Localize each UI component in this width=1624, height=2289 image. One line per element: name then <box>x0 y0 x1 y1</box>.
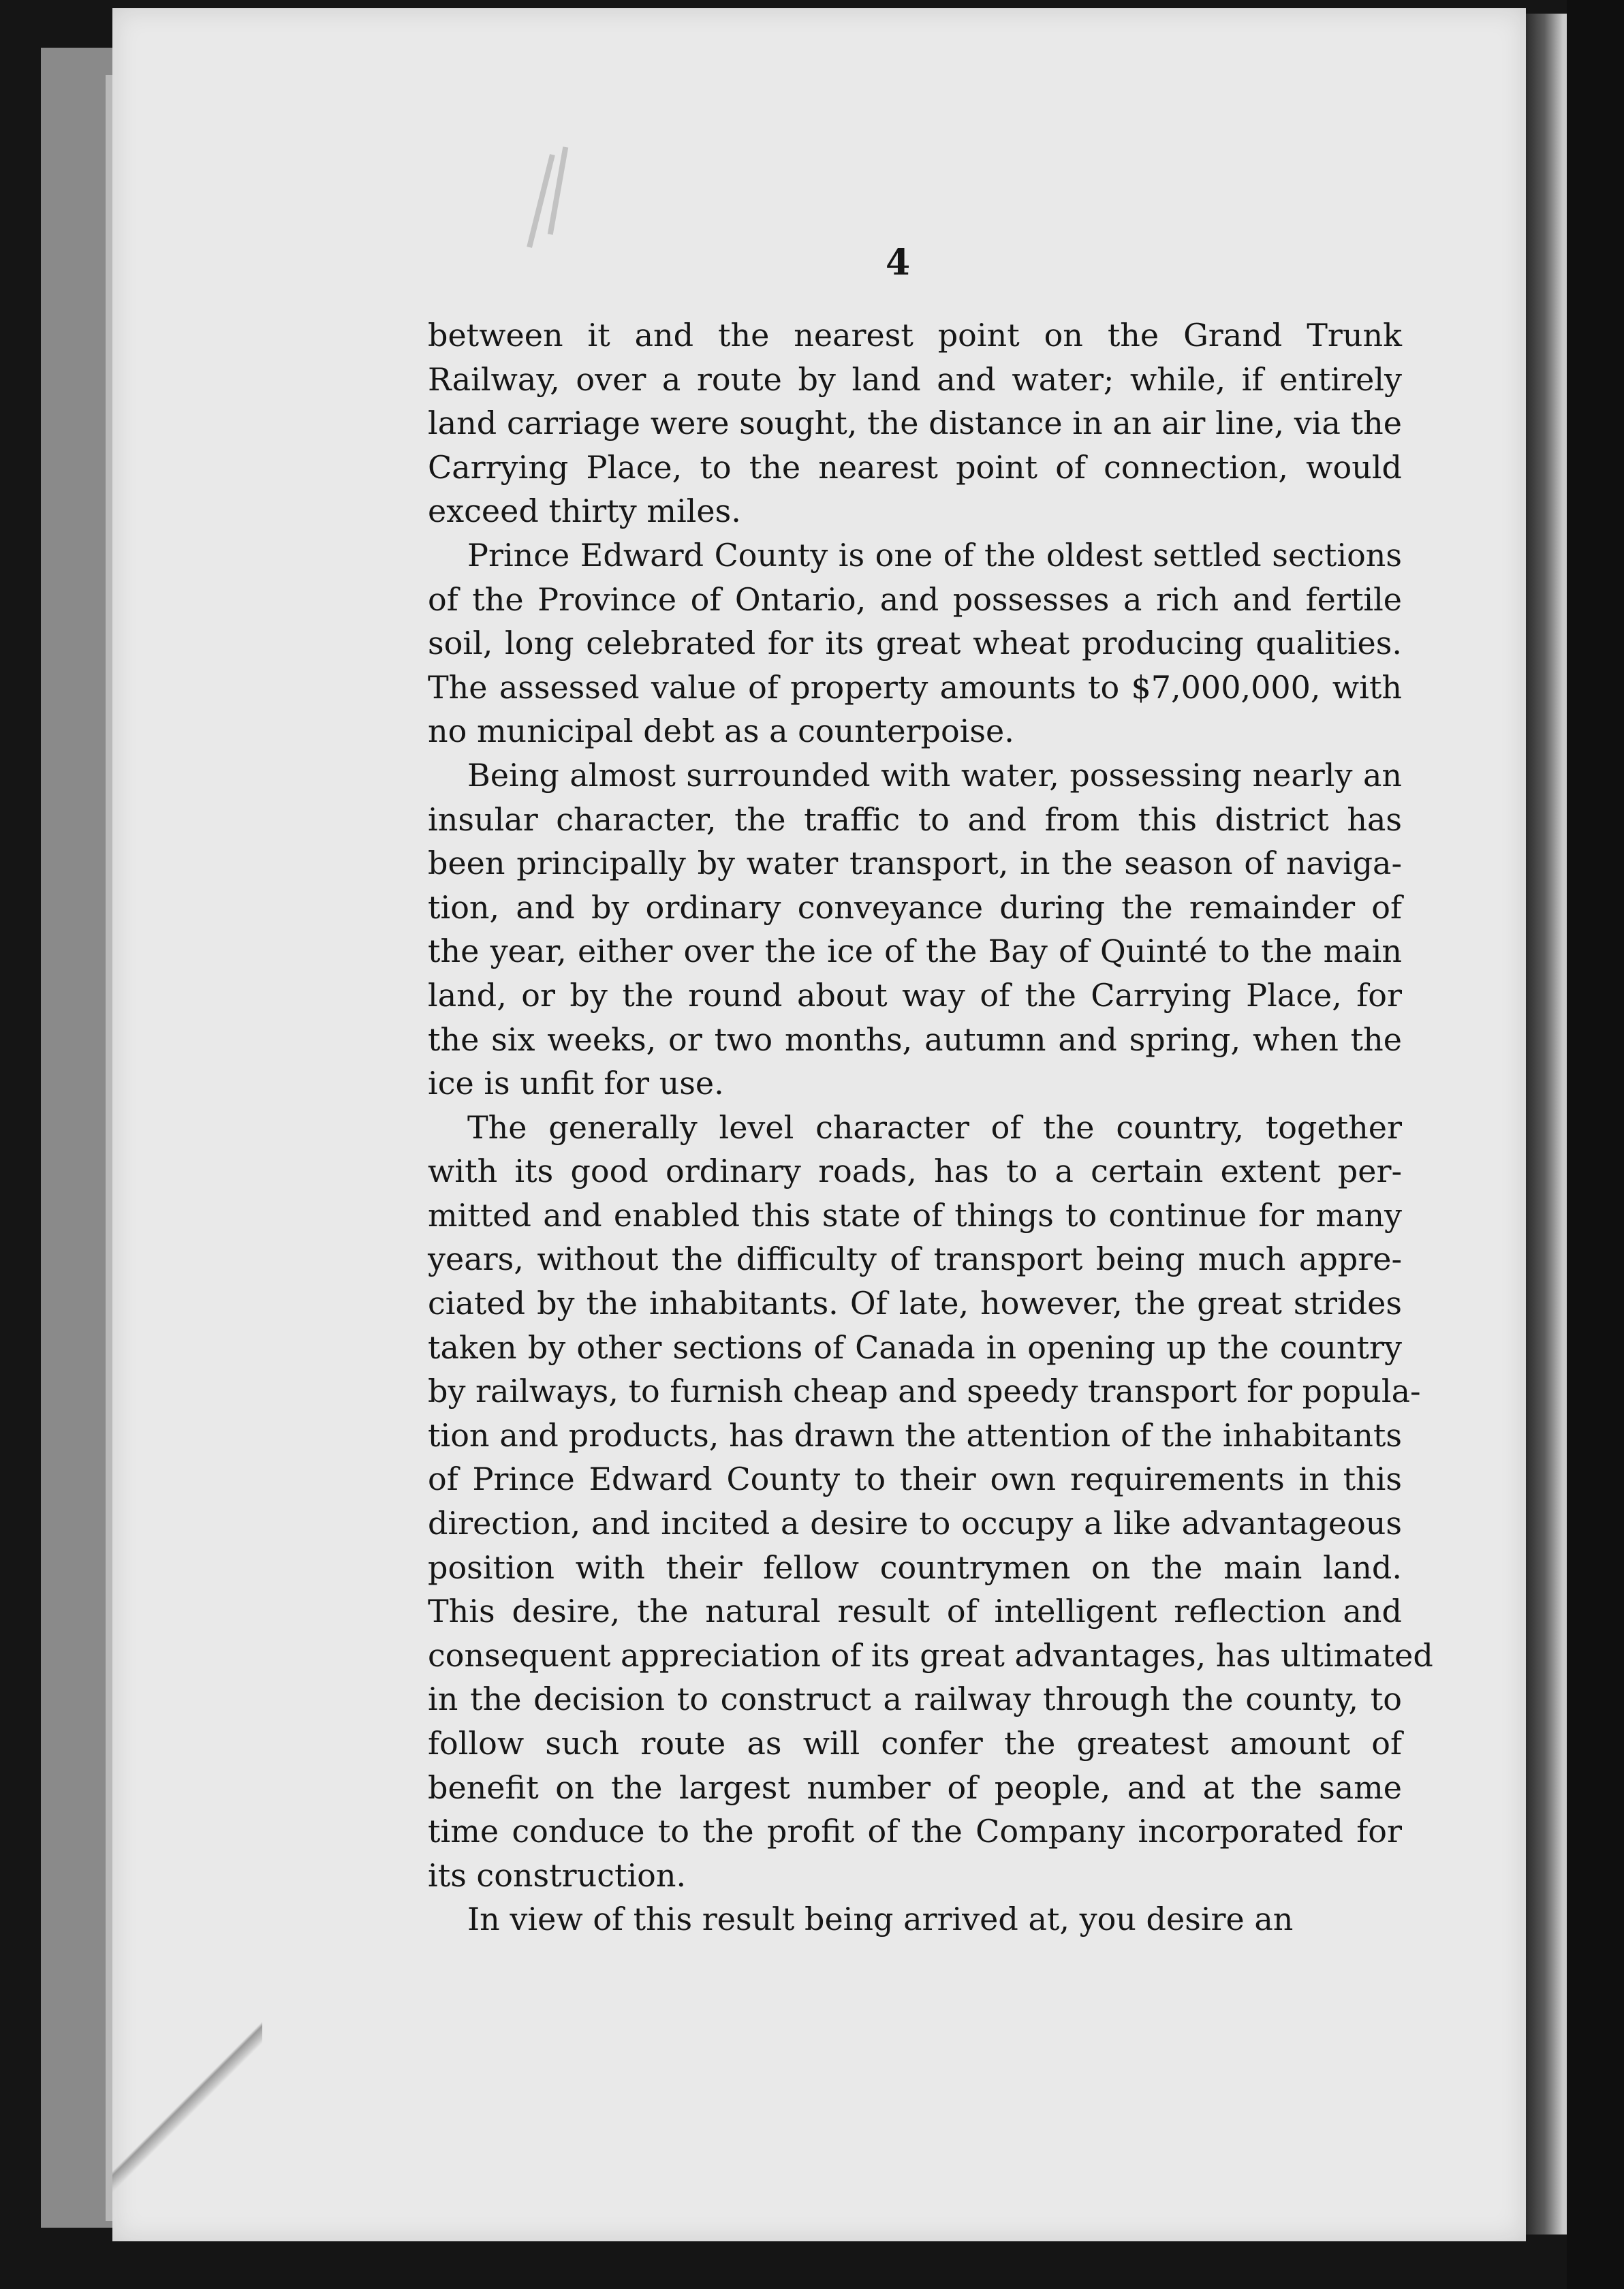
text-line: This desire, the natural result of intelligent reflection and <box>428 1593 1402 1630</box>
text-line: in the decision to construct a railway through the county, to <box>428 1681 1402 1718</box>
text-line: ice is unfit for use. <box>428 1065 724 1102</box>
text-line: ciated by the inhabitants. Of late, however, the great strides <box>428 1285 1402 1322</box>
page-corner-fold <box>112 1962 262 2248</box>
text-line: time conduce to the profit of the Company incorporated for <box>428 1813 1402 1850</box>
text-line: mitted and enabled this state of things to continue for many <box>428 1196 1402 1234</box>
body-text <box>428 313 1433 1942</box>
text-line: Railway, over a route by land and water; while, if entirely <box>428 360 1402 398</box>
text-line: follow such route as will confer the greatest amount of <box>428 1725 1402 1762</box>
text-line: taken by other sections of Canada in opening up the country <box>428 1328 1402 1366</box>
paragraph <box>428 313 1402 533</box>
text-line: Being almost surrounded with water, possessing nearly an <box>467 756 1402 794</box>
text-line: with its good ordinary roads, has to a certain extent per- <box>428 1153 1402 1190</box>
text-line: Carrying Place, to the nearest point of connection, would <box>428 448 1402 486</box>
text-line: direction, and incited a desire to occupy a like advantageous <box>428 1505 1402 1542</box>
text-line: The generally level character of the country, together <box>467 1108 1402 1146</box>
page-number: 4 <box>886 242 911 283</box>
text-line: tion, and by ordinary conveyance during the remainder of <box>428 888 1402 926</box>
text-line: of Prince Edward County to their own requirements in this <box>428 1461 1402 1498</box>
text-line: its construction. <box>428 1856 687 1894</box>
text-line: land carriage were sought, the distance in an air line, via the <box>428 405 1402 442</box>
text-line: position with their fellow countrymen on the main land. <box>428 1548 1402 1586</box>
text-line: of the Province of Ontario, and possesses a rich and fertile <box>428 580 1402 618</box>
text-line: exceed thirty miles. <box>428 493 741 530</box>
paragraph <box>428 753 1402 1106</box>
text-line: Prince Edward County is one of the oldest settled sections <box>467 536 1402 574</box>
text-line: In view of this result being arrived at, you desire an <box>467 1901 1294 1938</box>
text-line: no municipal debt as a counterpoise. <box>428 713 1014 750</box>
paragraph <box>428 1106 1433 1898</box>
text-line: insular character, the traffic to and from this district has <box>428 800 1402 838</box>
text-line: tion and products, has drawn the attention of the inhabitants <box>428 1416 1402 1454</box>
text-line: years, without the difficulty of transport being much appre- <box>428 1241 1402 1278</box>
text-line: consequent appreciation of its great advantages, has ultimated <box>428 1636 1433 1674</box>
text-line: between it and the nearest point on the Grand Trunk <box>428 317 1402 354</box>
scan-border-right <box>1567 0 1624 2289</box>
text-line: the six weeks, or two months, autumn and spring, when the <box>428 1021 1402 1058</box>
text-line: land, or by the round about way of the Carrying Place, for <box>428 976 1402 1014</box>
paragraph <box>428 1897 1402 1942</box>
text-line: soil, long celebrated for its great wheat producing qualities. <box>428 625 1402 662</box>
text-line: the year, either over the ice of the Bay of Quinté to the main <box>428 933 1402 970</box>
text-line: benefit on the largest number of people, and at the same <box>428 1769 1402 1806</box>
paragraph <box>428 533 1402 753</box>
text-line: been principally by water transport, in the season of naviga- <box>428 845 1402 882</box>
text-line: by railways, to furnish cheap and speedy transport for popula- <box>428 1373 1421 1410</box>
text-line: The assessed value of property amounts to $7,000,000, with <box>428 668 1402 706</box>
